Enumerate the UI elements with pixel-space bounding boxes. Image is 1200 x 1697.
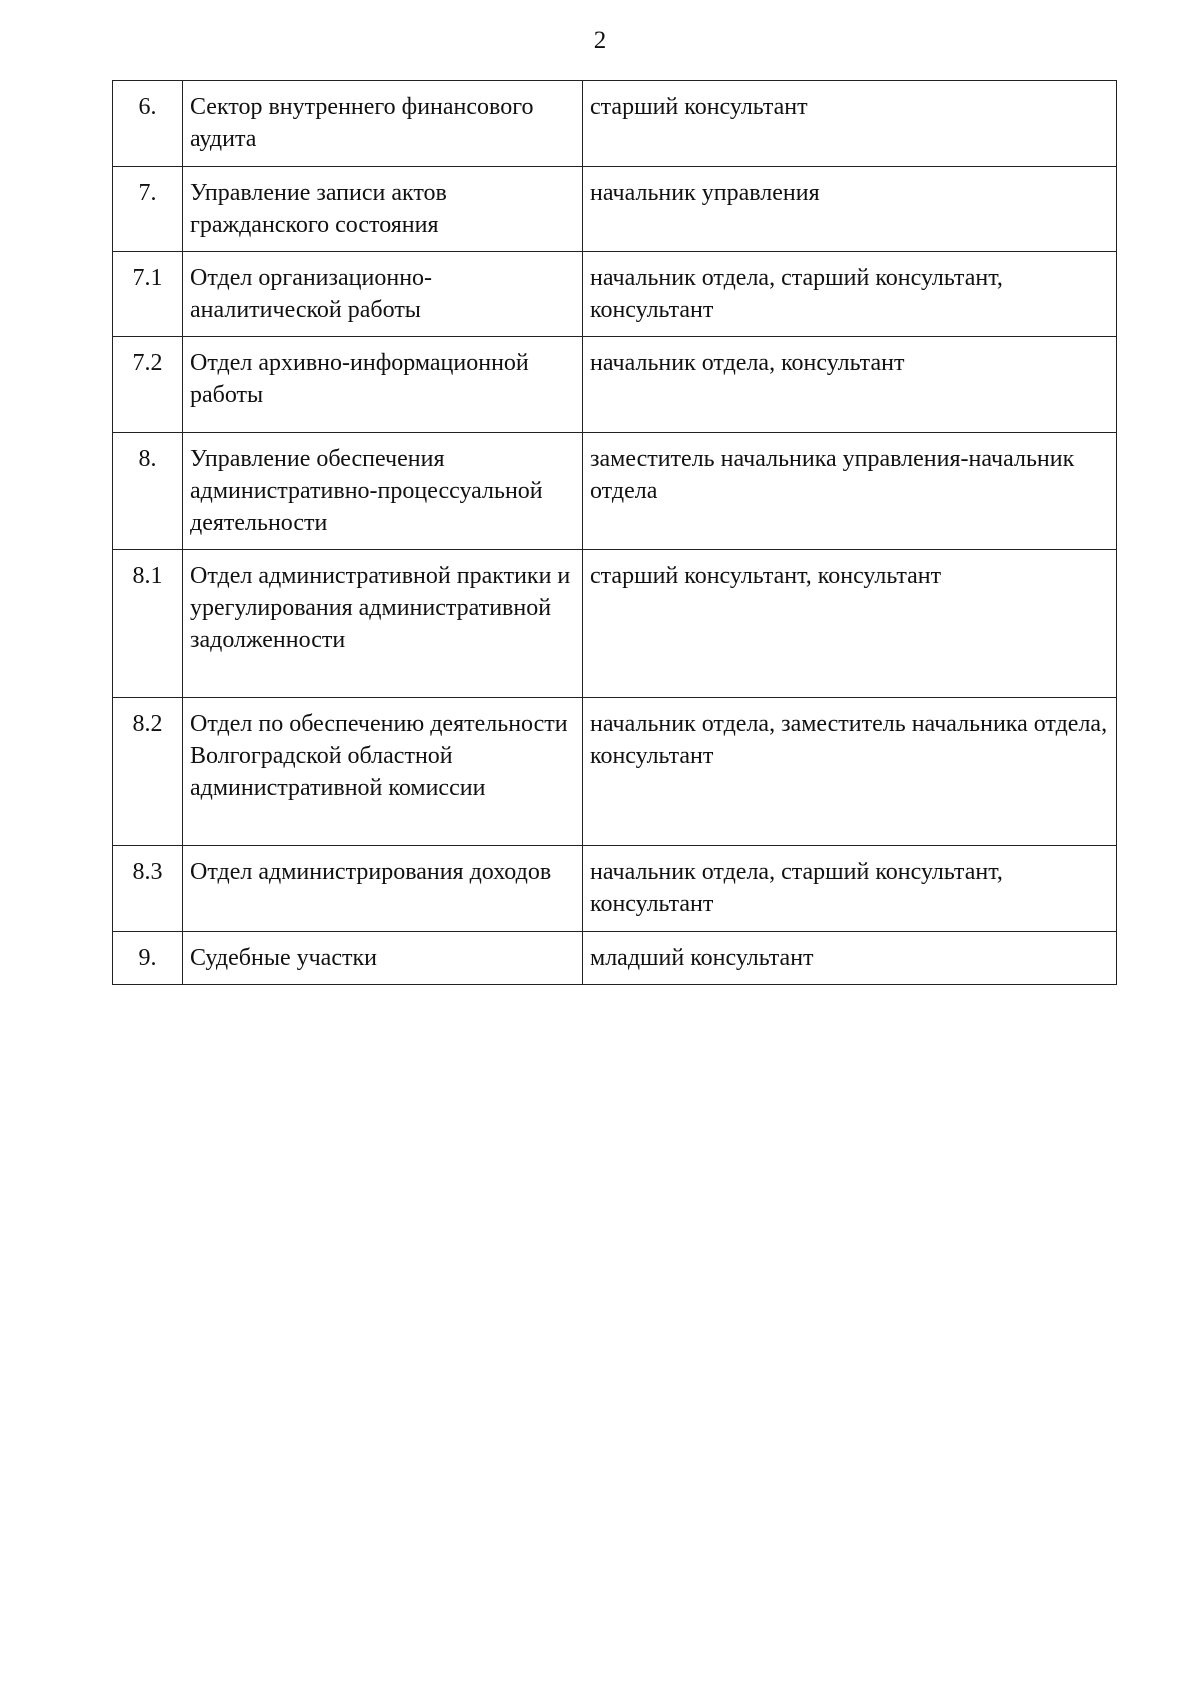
table-row — [113, 846, 1117, 932]
table-row — [113, 252, 1117, 337]
table-row — [113, 932, 1117, 985]
unit-name: Отдел по обеспечению деятельности Волгоградской областной административной комиссии — [183, 698, 583, 846]
row-number: 8.1 — [113, 550, 183, 698]
table-row — [113, 337, 1117, 433]
row-number: 6. — [113, 81, 183, 167]
unit-name: Судебные участки — [183, 932, 583, 985]
unit-name: Отдел организационно-аналитической работы — [183, 252, 583, 337]
row-number: 7.2 — [113, 337, 183, 433]
positions-list: старший консультант — [583, 81, 1117, 167]
positions-list: заместитель начальника управления-начальник отдела — [583, 433, 1117, 550]
positions-list: начальник управления — [583, 167, 1117, 252]
table-row — [113, 698, 1117, 846]
table-row — [113, 167, 1117, 252]
row-number: 9. — [113, 932, 183, 985]
page-number: 2 — [593, 27, 607, 54]
positions-list: старший консультант, консультант — [583, 550, 1117, 698]
unit-name: Отдел архивно-информационной работы — [183, 337, 583, 433]
positions-table — [112, 80, 1117, 985]
positions-list: начальник отдела, заместитель начальника отдела, консультант — [583, 698, 1117, 846]
table-row — [113, 81, 1117, 167]
table-row — [113, 550, 1117, 698]
row-number: 7. — [113, 167, 183, 252]
positions-list: начальник отдела, старший консультант, консультант — [583, 252, 1117, 337]
table-row — [113, 433, 1117, 550]
row-number: 8.3 — [113, 846, 183, 932]
unit-name: Управление обеспечения административно-процессуальной деятельности — [183, 433, 583, 550]
unit-name: Отдел администрирования доходов — [183, 846, 583, 932]
unit-name: Сектор внутреннего финансового аудита — [183, 81, 583, 167]
positions-list: младший консультант — [583, 932, 1117, 985]
positions-list: начальник отдела, старший консультант, консультант — [583, 846, 1117, 932]
row-number: 7.1 — [113, 252, 183, 337]
row-number: 8.2 — [113, 698, 183, 846]
unit-name: Отдел административной практики и урегулирования административной задолженности — [183, 550, 583, 698]
row-number: 8. — [113, 433, 183, 550]
unit-name: Управление записи актов гражданского состояния — [183, 167, 583, 252]
positions-list: начальник отдела, консультант — [583, 337, 1117, 433]
